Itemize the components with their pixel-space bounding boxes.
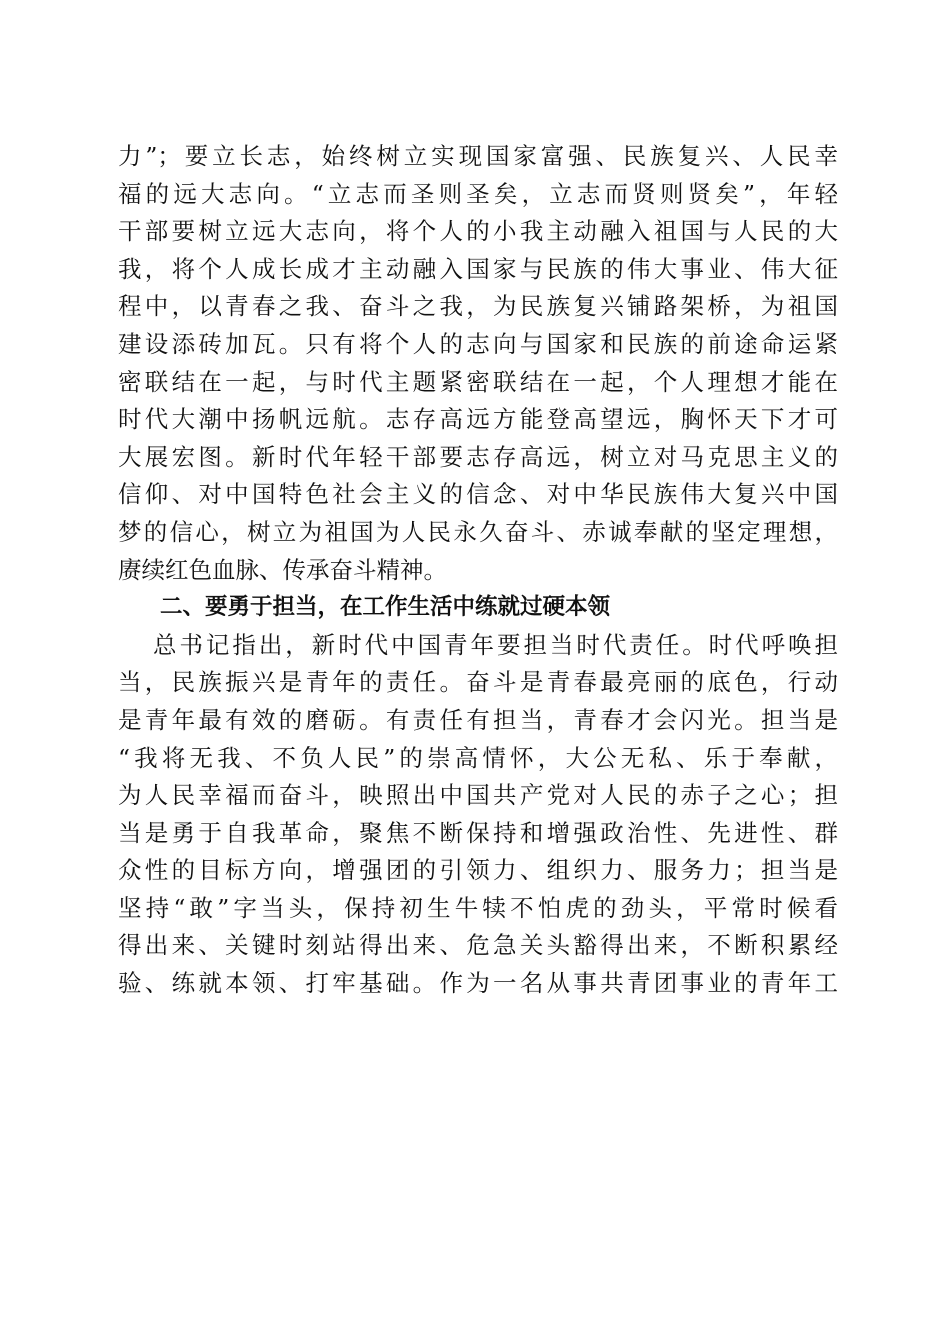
text-line: 梦的信心，树立为祖国为人民永久奋斗、赤诚奉献的坚定理想， (118, 517, 838, 546)
text-line: 当是勇于自我革命，聚焦不断保持和增强政治性、先进性、群 (118, 818, 838, 847)
text-line: 总书记指出，新时代中国青年要担当时代责任。时代呼唤担 (153, 630, 838, 659)
document-body (118, 138, 838, 1003)
text-line: 密联结在一起，与时代主题紧密联结在一起，个人理想才能在 (118, 367, 838, 396)
text-line: 力”；要立长志，始终树立实现国家富强、民族复兴、人民幸 (118, 142, 838, 170)
text-line: 众性的目标方向，增强团的引领力、组织力、服务力；担当是 (118, 856, 838, 885)
section-heading: 二、要勇于担当，在工作生活中练就过硬本领 (160, 594, 611, 621)
text-line: 得出来、关键时刻站得出来、危急关头豁得出来，不断积累经 (118, 931, 838, 960)
text-line: “我将无我、不负人民”的崇高情怀，大公无私、乐于奉献， (118, 743, 838, 772)
text-line: 建设添砖加瓦。只有将个人的志向与国家和民族的前途命运紧 (118, 329, 838, 358)
text-line: 干部要树立远大志向，将个人的小我主动融入祖国与人民的大 (118, 217, 838, 246)
text-line: 是青年最有效的磨砺。有责任有担当，青春才会闪光。担当是 (118, 705, 838, 734)
text-line: 福的远大志向。“立志而圣则圣矣，立志而贤则贤矣”，年轻 (118, 179, 838, 208)
text-line: 为人民幸福而奋斗，映照出中国共产党对人民的赤子之心；担 (118, 781, 838, 810)
text-line: 程中，以青春之我、奋斗之我，为民族复兴铺路架桥，为祖国 (118, 292, 838, 321)
text-line: 信仰、对中国特色社会主义的信念、对中华民族伟大复兴中国 (118, 480, 838, 509)
text-line: 我，将个人成长成才主动融入国家与民族的伟大事业、伟大征 (118, 254, 838, 283)
paragraph-1 (118, 138, 838, 589)
text-line: 验、练就本领、打牢基础。作为一名从事共青团事业的青年工 (118, 969, 838, 998)
text-line: 赓续红色血脉、传承奋斗精神。 (118, 555, 447, 584)
text-line: 当，民族振兴是青年的责任。奋斗是青春最亮丽的底色，行动 (118, 668, 838, 697)
text-line: 时代大潮中扬帆远航。志存高远方能登高望远，胸怀天下才可 (118, 405, 838, 434)
paragraph-2 (118, 627, 838, 1003)
text-line: 坚持“敢”字当头，保持初生牛犊不怕虎的劲头，平常时候看 (118, 893, 838, 922)
text-line: 大展宏图。新时代年轻干部要志存高远，树立对马克思主义的 (118, 442, 838, 471)
